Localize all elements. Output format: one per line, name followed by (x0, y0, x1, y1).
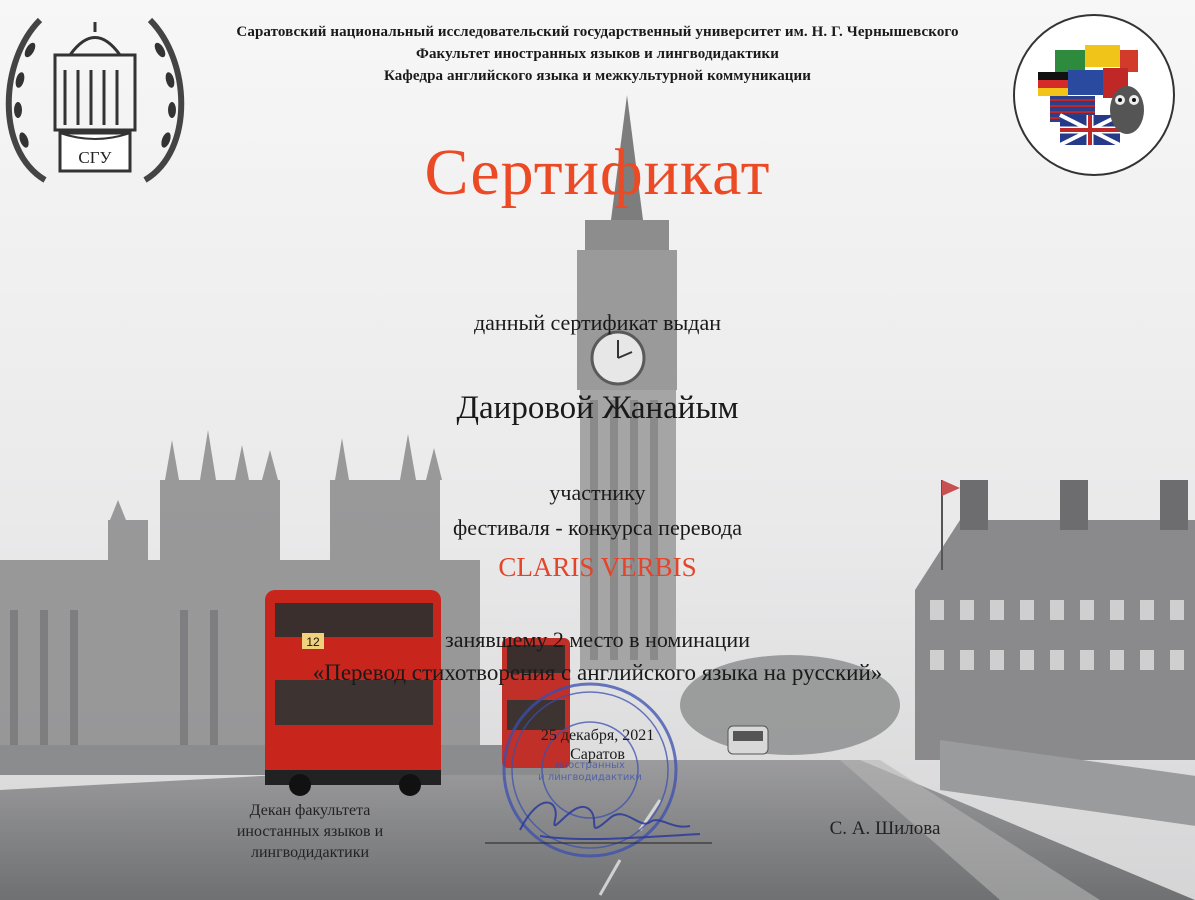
stamp-center-line2: и лингводидактики (538, 772, 642, 783)
signatory-role-line3: лингводидактики (250, 844, 370, 861)
place-text: занявшему 2 место в номинации (445, 627, 750, 652)
signatory-role (215, 800, 405, 863)
recipient-name: Даировой Жанайым (456, 390, 739, 426)
emblem-text: СГУ (78, 148, 112, 167)
signatory-role-line1: Декан факультета (249, 802, 371, 819)
double-decker-bus (265, 590, 441, 796)
certificate-title: Сертификат (424, 136, 771, 209)
festival-text: фестиваля - конкурса перевода (452, 515, 743, 540)
university-name: Саратовский национальный исследовательский государственный университет им. Н. Г. Чернышевского (236, 24, 959, 40)
department-name: Кафедра английского языка и межкультурной коммуникации (383, 68, 812, 84)
stamp-center-line1: иностранных (555, 760, 625, 771)
bus-route-number: 12 (306, 635, 320, 649)
participant-text: участнику (549, 480, 646, 505)
faculty-name: Факультет иностранных языков и лингводидактики (415, 46, 780, 62)
issue-date: 25 декабря, 2021 (540, 727, 655, 744)
signatory-name: С. А. Шилова (829, 818, 941, 839)
festival-name: CLARIS VERBIS (498, 552, 697, 582)
signatory-role-line2: иностанных языков и (236, 823, 384, 840)
issued-to-label: данный сертификат выдан (473, 310, 722, 335)
issue-city: Саратов (570, 746, 625, 763)
nomination-text: «Перевод стихотворения с английского языка на русский» (312, 660, 883, 685)
